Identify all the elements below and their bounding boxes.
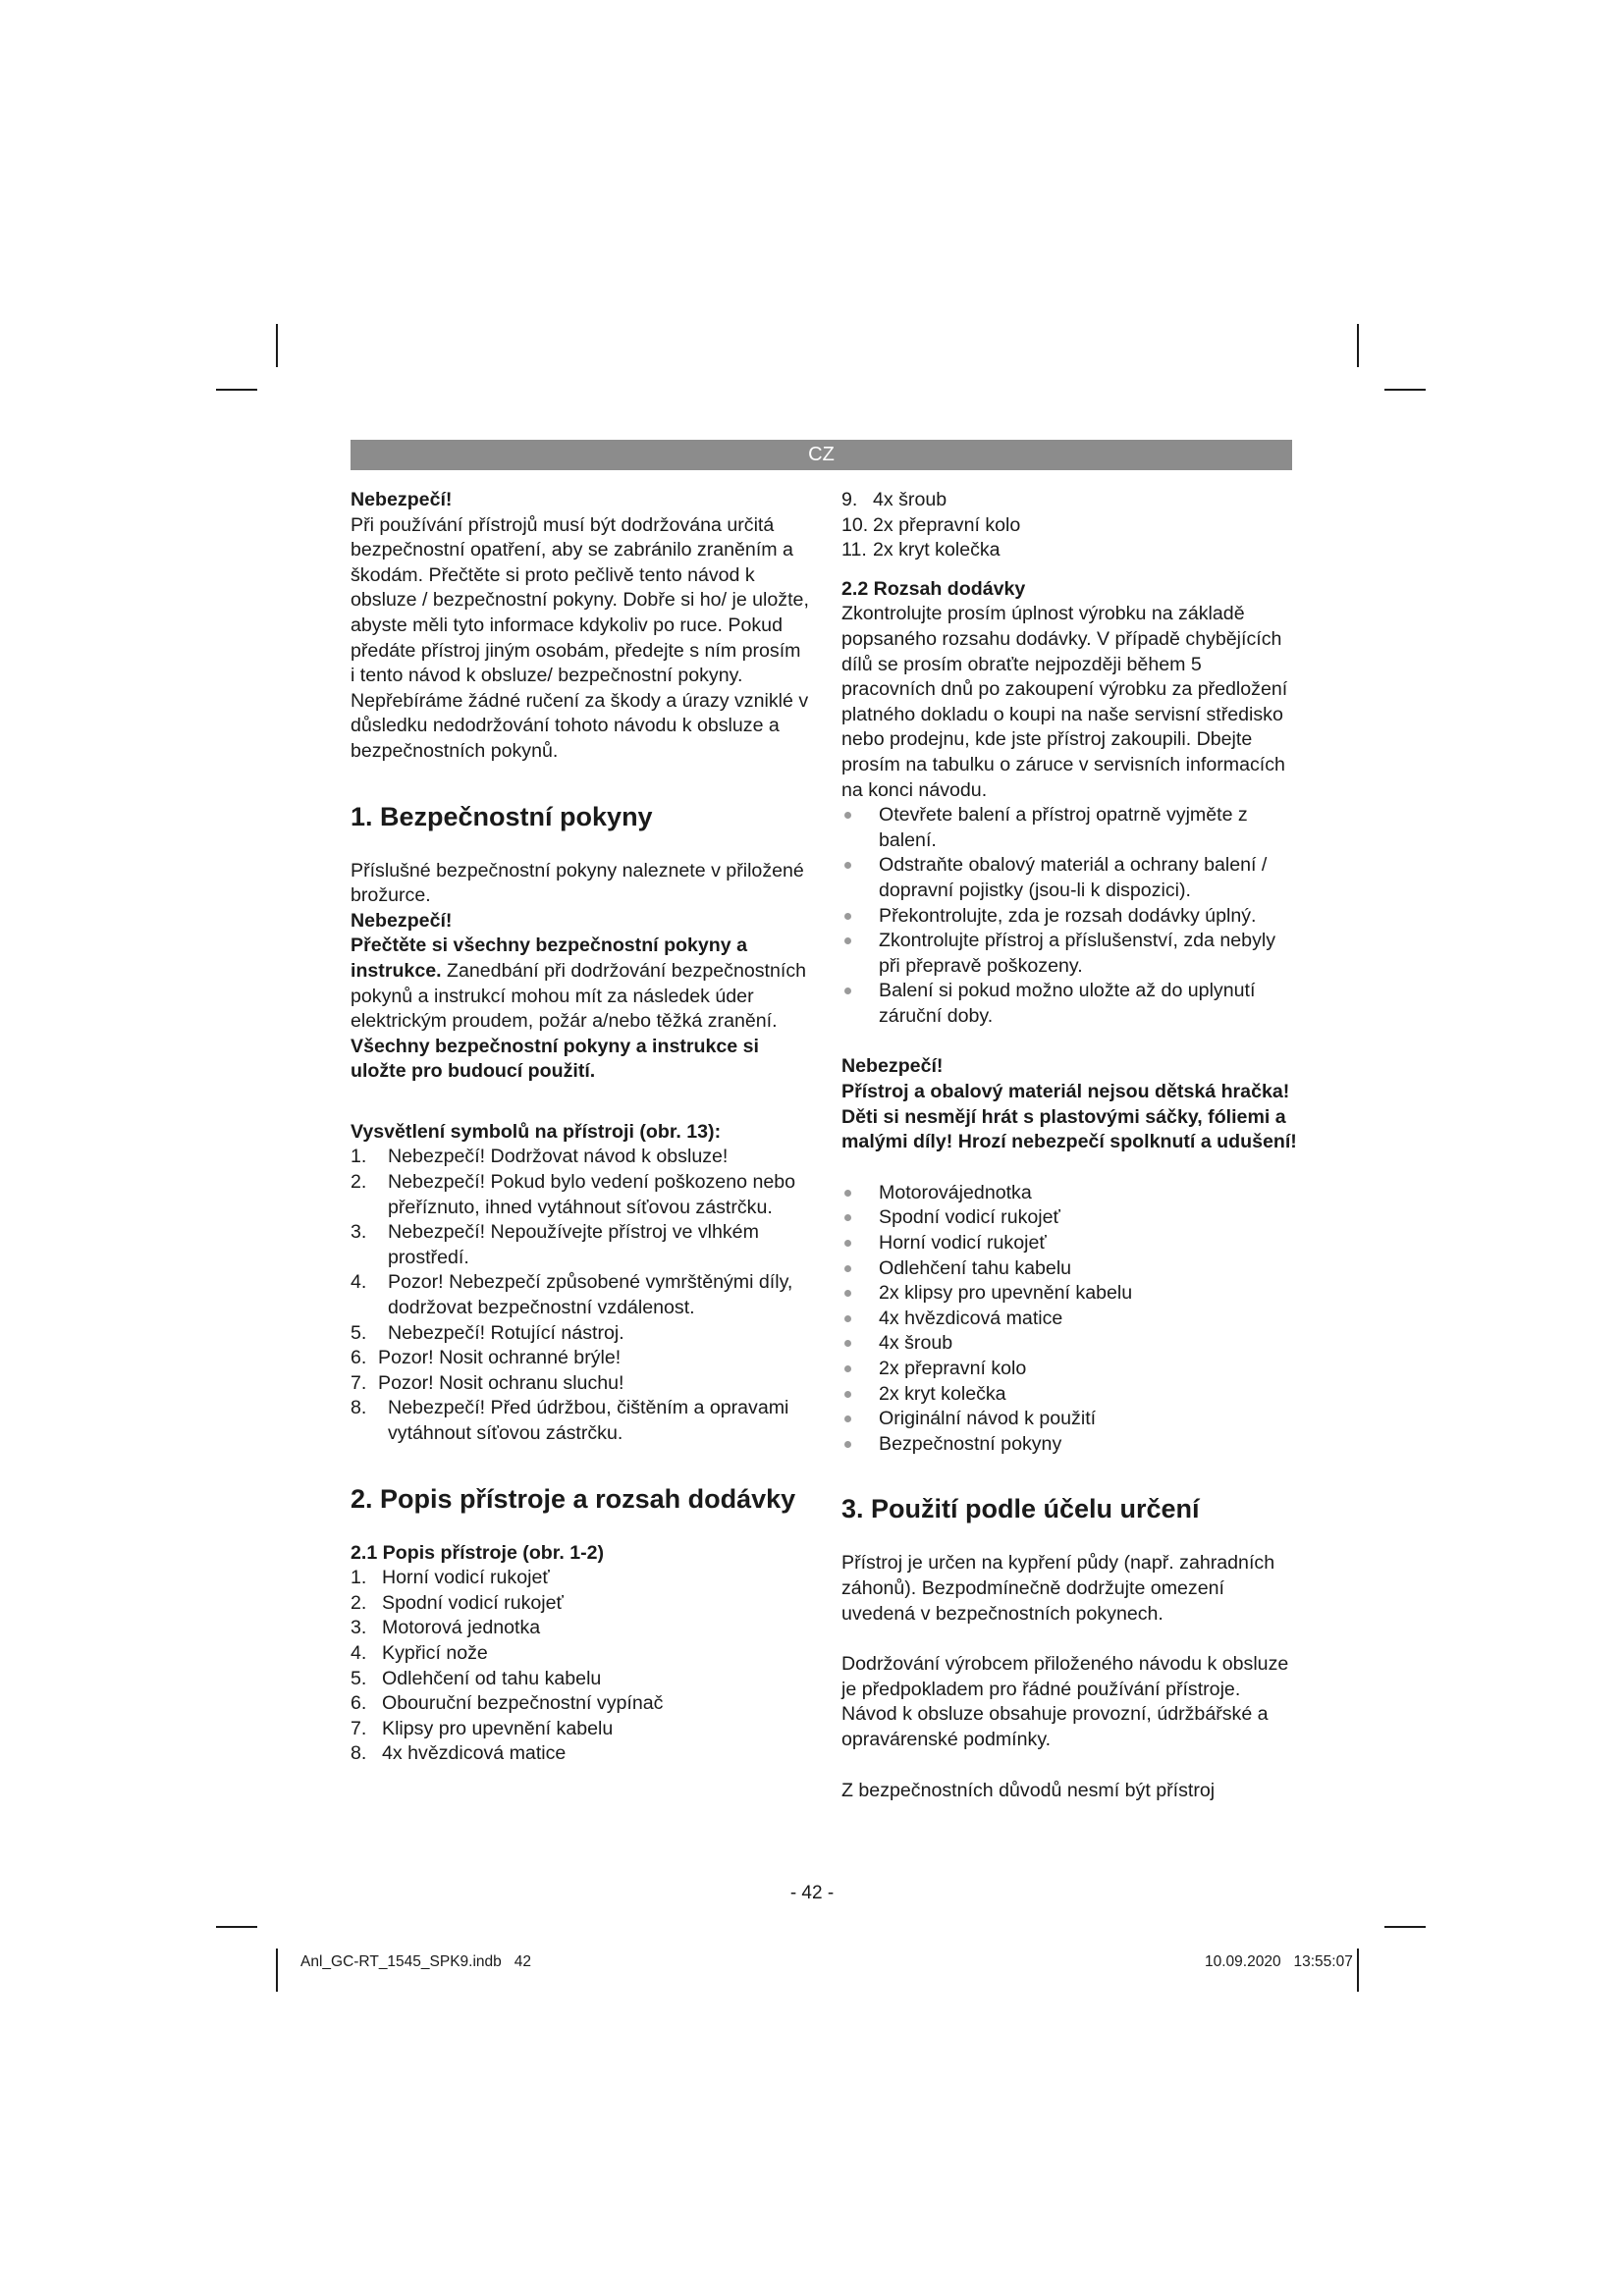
bullet-icon (844, 1415, 851, 1422)
list-item: 6. Obouruční bezpečnostní vypínač (351, 1692, 664, 1715)
bullet-icon (844, 1391, 851, 1398)
bullet-icon (844, 988, 851, 994)
parts-list-continued (841, 488, 1301, 563)
bullet-icon (844, 1265, 851, 1272)
safety-warning-bold-lead: Přečtěte si všechny bezpečnostní pokyny a instrukce. (351, 934, 748, 982)
list-item: 1. Nebezpečí! Dodržovat návod k obsluze! (351, 1146, 729, 1168)
list-item: 6. Pozor! Nosit ochranné brýle! (351, 1347, 622, 1369)
intended-use-paragraph: Přístroj je určen na kypření půdy (např. zahradních záhonů). Bezpodmínečně dodržujte omezení uvedená v bezpečnostních pokynech. (841, 1552, 1275, 1625)
list-item: 11. 2x kryt kolečka (841, 539, 1001, 561)
page-number: - 42 - (789, 1883, 835, 1903)
crop-mark-bottom-left-horizontal (216, 1926, 257, 1928)
crop-mark-bottom-right-vertical (1357, 1949, 1359, 1992)
bullet-icon (844, 1190, 851, 1197)
bullet-icon (844, 1365, 851, 1372)
list-item: 4. Pozor! Nebezpečí způsobené vymrštěnými díly, dodržovat bezpečnostní vzdálenost. (351, 1271, 793, 1319)
bullet-icon (844, 1214, 851, 1221)
bullet-icon (844, 812, 851, 819)
warning-title: Nebezpečí! (351, 489, 453, 510)
crop-mark-bottom-right-horizontal (1384, 1926, 1426, 1928)
list-item: 4x šroub (841, 1331, 1301, 1357)
list-item: 7. Klipsy pro upevnění kabelu (351, 1717, 614, 1739)
bullet-icon (844, 1240, 851, 1247)
delivery-scope-text: Zkontrolujte prosím úplnost výrobku na základě popsaného rozsahu dodávky. V případě chybějících dílů se prosím obraťte nejpozději během 5 pracovních dnů po zakoupení výrobku za předložení platného dokladu o koupi na naše servisní středisko nebo prodejnu, kde jste přístroj zakoupili. Dbejte prosím na tabulku o záruce v servisních informacích na konci návodu. (841, 603, 1288, 801)
safety-warning-bold-tail: Všechny bezpečnostní pokyny a instrukce si uložte pro budoucí použití. (351, 1035, 759, 1083)
list-item: 5. Nebezpečí! Rotující nástroj. (351, 1321, 624, 1344)
list-item: Originální návod k použití (841, 1407, 1301, 1432)
warning-title: Nebezpečí! (841, 1055, 944, 1078)
bullet-icon (844, 1315, 851, 1322)
section-heading-description: 2. Popis přístroje a rozsah dodávky (351, 1483, 796, 1514)
list-item: 2. Spodní vodicí rukojeť (351, 1591, 564, 1614)
unpacking-steps-list (841, 803, 1301, 1029)
list-item: 2x kryt kolečka (841, 1382, 1301, 1408)
language-header-bar (351, 440, 1292, 470)
safety-warning-text: Zanedbání při dodržování bezpečnostních pokynů a instrukcí mohou mít za následek úder elektrickým proudem, požár a/nebo těžká zranění. (351, 959, 807, 1033)
footer-timestamp: 10.09.2020 13:55:07 (1205, 1953, 1353, 1970)
bullet-icon (844, 913, 851, 920)
list-item: Bezpečnostní pokyny (841, 1432, 1301, 1458)
intended-use-paragraph: Dodržování výrobcem přiloženého návodu k obsluze je předpokladem pro řádné používání přístroje. Návod k obsluze obsahuje provozní, údržbářské a opravárenské podmínky. (841, 1653, 1289, 1750)
list-item: Odlehčení tahu kabelu (841, 1256, 1301, 1282)
list-item: 3. Nebezpečí! Nepoužívejte přístroj ve vlhkém prostředí. (351, 1221, 759, 1268)
list-item: 1. Horní vodicí rukojeť (351, 1567, 550, 1589)
crop-mark-top-left-horizontal (216, 389, 257, 391)
left-column (351, 488, 810, 1767)
list-item: 2. Nebezpečí! Pokud bylo vedení poškozeno nebo přeříznuto, ihned vytáhnout síťovou zástrčku. (351, 1171, 796, 1218)
list-item: Zkontrolujte přístroj a příslušenství, zda nebyly při přepravě poškozeny. (841, 929, 1301, 979)
warning-text: Při používání přístrojů musí být dodržována určitá bezpečnostní opatření, aby se zabránilo zraněním a škodám. Přečtěte si proto pečlivě tento návod k obsluze / bezpečnostní pokyny. Dobře si ho/ je uložte, abyste měli tyto informace kdykoliv po ruce. Pokud předáte přístroj jiným osobám, předejte s ním prosím i tento návod k obsluze/ bezpečnostní pokyny. Nepřebíráme žádné ručení za škody a úrazy vzniklé v důsledku nedodržování tohoto návodu k obsluze a bezpečnostních pokynů. (351, 513, 809, 762)
section-heading-intended-use: 3. Použití podle účelu určení (841, 1494, 1200, 1524)
bullet-icon (844, 862, 851, 869)
list-item: Horní vodicí rukojeť (841, 1231, 1301, 1256)
subheading-delivery-scope: 2.2 Rozsah dodávky (841, 577, 1026, 600)
bullet-icon (844, 937, 851, 944)
list-item: 9. 4x šroub (841, 489, 947, 510)
list-item: Spodní vodicí rukojeť (841, 1205, 1301, 1231)
safety-intro: Příslušné bezpečnostní pokyny naleznete v přiložené brožurce. (351, 859, 804, 907)
list-item: 8. 4x hvězdicová matice (351, 1742, 567, 1765)
footer-file-name: Anl_GC-RT_1545_SPK9.indb 42 (300, 1953, 531, 1970)
right-column (841, 488, 1301, 1803)
bullet-icon (844, 1441, 851, 1448)
warning-title: Nebezpečí! (351, 909, 453, 932)
delivery-contents-list (841, 1181, 1301, 1458)
list-item: 4. Kypřicí nože (351, 1641, 488, 1664)
list-item: 4x hvězdicová matice (841, 1307, 1301, 1332)
list-item: Překontrolujte, zda je rozsah dodávky úplný. (841, 904, 1301, 930)
list-item: 8. Nebezpečí! Před údržbou, čištěním a opravami vytáhnout síťovou zástrčku. (351, 1397, 789, 1444)
list-item: 2x klipsy pro upevnění kabelu (841, 1281, 1301, 1307)
subheading-device-description: 2.1 Popis přístroje (obr. 1-2) (351, 1541, 605, 1564)
crop-mark-bottom-left-vertical (276, 1949, 278, 1992)
list-item: Balení si pokud možno uložte až do uplynutí záruční doby. (841, 979, 1301, 1029)
symbols-heading: Vysvětlení symbolů na přístroji (obr. 13): (351, 1120, 722, 1143)
intended-use-paragraph: Z bezpečnostních důvodů nesmí být přístroj (841, 1779, 1216, 1801)
list-item: 2x přepravní kolo (841, 1357, 1301, 1382)
parts-list (351, 1566, 810, 1767)
list-item: 3. Motorová jednotka (351, 1617, 541, 1639)
bullet-icon (844, 1340, 851, 1347)
crop-mark-top-right-vertical (1357, 324, 1359, 367)
list-item: Otevřete balení a přístroj opatrně vyjměte z balení. (841, 803, 1301, 853)
bullet-icon (844, 1290, 851, 1297)
crop-mark-top-left-vertical (276, 324, 278, 367)
symbols-list (351, 1145, 810, 1446)
safety-warning-paragraph (351, 934, 810, 1085)
crop-mark-top-right-horizontal (1384, 389, 1426, 391)
list-item: Motorovájednotka (841, 1181, 1301, 1206)
child-safety-warning: Přístroj a obalový materiál nejsou dětská hračka! Děti si nesmějí hrát s plastovými sáčky, fóliemi a malými díly! Hrozí nebezpečí spolknutí a udušení! (841, 1081, 1297, 1153)
section-heading-safety: 1. Bezpečnostní pokyny (351, 801, 653, 831)
list-item: Odstraňte obalový materiál a ochrany balení / dopravní pojistky (jsou-li k dispozici). (841, 853, 1301, 903)
list-item: 7. Pozor! Nosit ochranu sluchu! (351, 1371, 624, 1394)
list-item: 5. Odlehčení od tahu kabelu (351, 1667, 602, 1689)
list-item: 10. 2x přepravní kolo (841, 513, 1021, 536)
language-label: CZ (808, 444, 835, 465)
